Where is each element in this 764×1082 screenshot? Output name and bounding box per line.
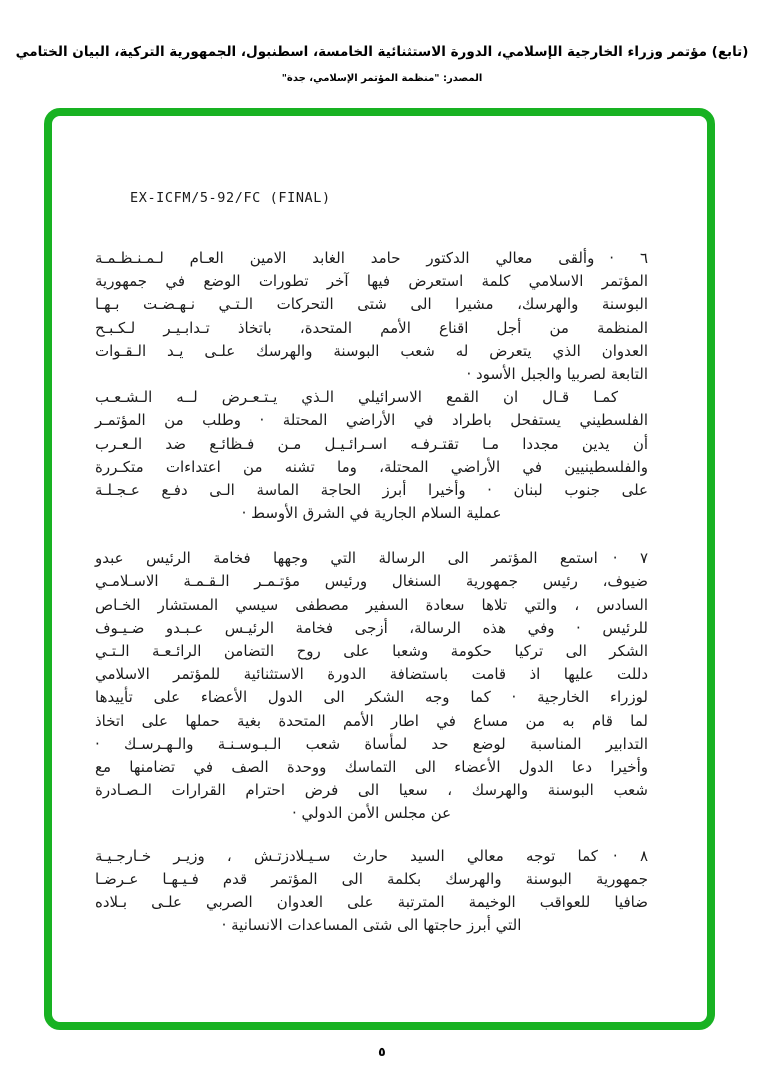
paragraph — [95, 247, 648, 386]
text-line: لوزراء الخارجية · كما وجه الشكر الى الدول الأعضاء على تأييدها — [95, 688, 648, 707]
text-line: ضافيا للعواقب الوخيمة المترتبة على العدوان الصربي علـى بـلاده — [95, 892, 648, 911]
text-line: ٧ · استمع المؤتمر الى الرسالة التي وجهها فخامة الرئيس عبدو — [95, 549, 648, 568]
text-line: على جنوب لبنان · وأخيرا أبرز الحاجة الماسة الـى دفـع عـجـلـة — [95, 480, 648, 499]
text-line: السادس ، والتي تلاها سعادة السفير مصطفى سيسي المستشار الخـاص — [95, 595, 648, 614]
text-line: الفلسطيني يستفحل باطراد في الأراضي المحتلة · وطلب من المؤتمـر — [95, 411, 648, 430]
document-reference: EX-ICFM/5-92/FC (FINAL) — [130, 190, 331, 206]
text-line: شعب البوسنة والهرسك ، سعيا الى فرض احترام القرارات الـصـادرة — [95, 781, 648, 800]
text-line: ٦ · وألقى معالي الدكتور حامد الغابد الامين العـام لـمـنـظـمـة — [95, 249, 648, 267]
text-line: البوسنة والهرسك، مشيرا الى شتى التحركات الـتـي نـهـضـت بـهـا — [95, 295, 648, 314]
text-line: ضيوف، رئيس جمهورية السنغال ورئيس مؤتـمـر الـقـمـة الاسـلامـي — [95, 572, 648, 591]
text-line: لما قام به من مساع في اطار الأمم المتحدة بغية حملها على اتخاذ — [95, 711, 648, 730]
text-line: التابعة لصربيا والجبل الأسود · — [466, 364, 648, 383]
text-line: دللت عليها اذ قامت باستضافة الدورة الاستثنائية للمؤتمر الاسلامي — [95, 665, 648, 684]
page-number: ٥ — [378, 1044, 386, 1059]
text-line: المؤتمر الاسلامي كلمة استعرض فيها آخر تطورات الوضع في جمهورية — [95, 272, 648, 291]
document-body-text — [95, 247, 648, 937]
text-line: جمهورية البوسنة والهرسك بكلمة الى المؤتمر قدم فـيـهـا عـرضـا — [95, 869, 648, 888]
paragraph — [95, 547, 648, 825]
text-line: والفلسطينيين في الأراضي المحتلة، وما تشنه من اعتداءات متكـررة — [95, 457, 648, 476]
text-line: التدابير المناسبة لوضع حد لمأساة شعب الـبـوسـنـة والـهـرسـك · — [95, 734, 648, 753]
text-line: التي أبرز حاجتها الى شتى المساعدات الانسانية · — [221, 916, 522, 935]
document-header-title: (تابع) مؤتمر وزراء الخارجية الإسلامي، الدورة الاستثنائية الخامسة، اسطنبول، الجمهورية التركية، البيان الختامي — [15, 44, 749, 60]
text-line: عملية السلام الجارية في الشرق الأوسط · — [241, 504, 502, 523]
document-source-line: المصدر: "منظمة المؤتمر الإسلامي، جدة" — [281, 73, 483, 84]
text-line: أن يدين مجددا مـا تقتـرفـه اسـرائـيـل مـن فـظائـع ضد الـعـرب — [95, 434, 648, 453]
paragraph — [95, 845, 648, 938]
paragraph — [95, 386, 648, 525]
text-line: كمـا قـال ان القمع الاسرائيلي الـذي يـتـعـرض لــه الـشـعـب — [95, 388, 618, 407]
text-line: ٨ · كما توجه معالي السيد حارث سـيـلادزتـش ، وزيـر خـارجـيـة — [95, 846, 648, 865]
text-line: وأخيرا دعا الدول الأعضاء الى التماسك ووحدة الصف في تضامنها مع — [95, 757, 648, 776]
text-line: الشكر الى تركيا حكومة وشعبا على روح التضامن الرائـعـة الـتـي — [95, 642, 648, 660]
text-line: المنظمة من أجل اقناع الأمم المتحدة، باتخاذ تـدابـيـر لـكـبـح — [95, 318, 648, 337]
text-line: عن مجلس الأمن الدولي · — [291, 804, 452, 823]
text-line: للرئيس · وفي هذه الرسالة، أزجى فخامة الرئيـس عـبـدو ضـيـوف — [95, 618, 648, 637]
text-line: العدوان الذي يتعرض له شعب البوسنة والهرسك علـى يـد الـقـوات — [95, 341, 648, 360]
